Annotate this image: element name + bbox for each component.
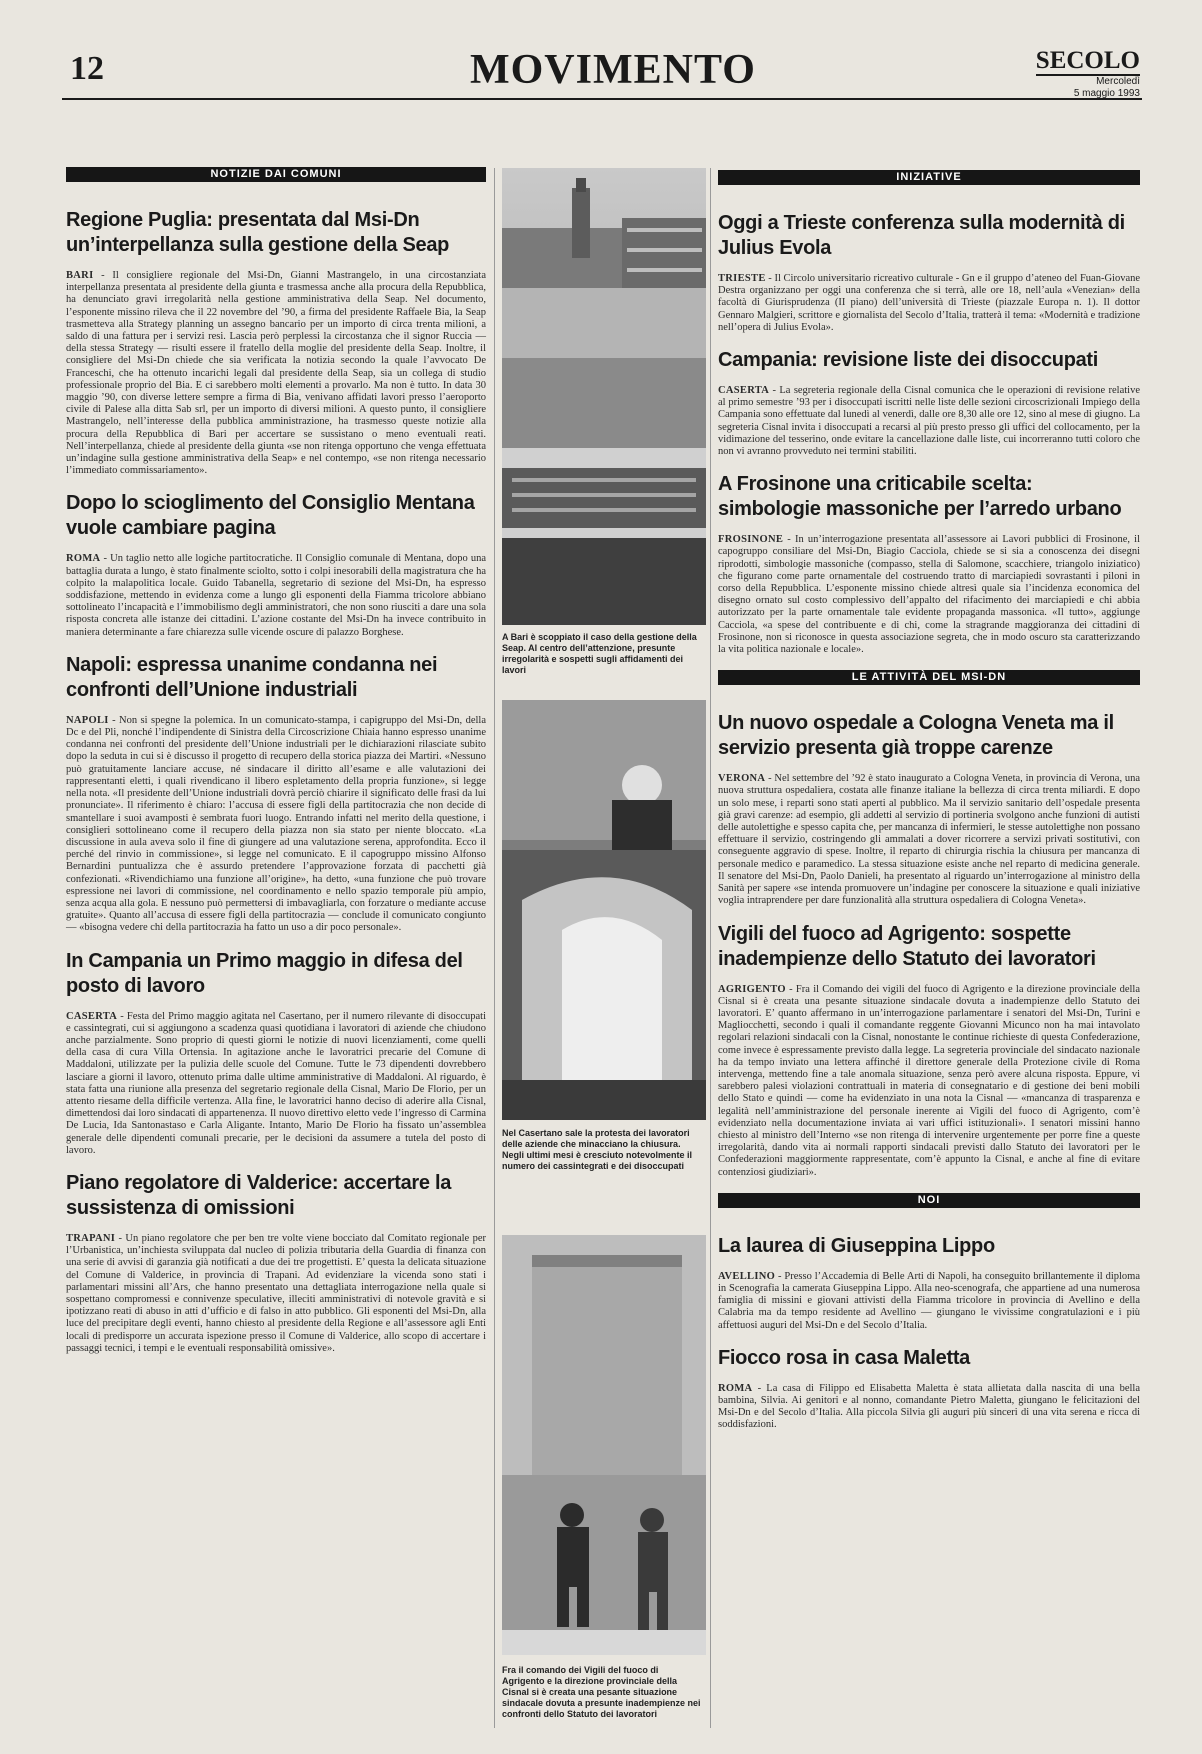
protest-image [502,700,706,1120]
article-dateline: TRAPANI [66,1232,116,1244]
article [718,1346,1140,1432]
article-body: CASERTA - Festa del Primo maggio agitata nel Casertano, per il numero rilevante di disoccupati e cassintegrati, cui si aggiungono a scadenza quasi quotidiana i lavoratori di aziende che chiudono anche parzialmente. Sono proprio di questi giorni le notizie di nuovi licenziamenti, come quelli della casa di cura Villa Ortensia. In agitazione anche le lavoratrici precarie del Comune di Maddaloni, utilizzate per la pulizia delle scuole del Comune. Tutte le 73 dipendenti dovrebbero lasciare a giorni il lavoro, ottenuto prima dalle ultime amministrative di Maddaloni. Al riguardo, è stata fatta una riunione alla presenza del segretario regionale della Cisnal, Mario De Florio, per un attento riesame della difficile vertenza. Alla fine, le lavoratrici hanno deciso di aderire alla Cisnal, dimettendosi dai loro sindacati di appartenenza. Il nuovo direttivo eletto vede l’ingresso di Carmina De Lucia, Ida Santonastaso e Carla Aligante. Intanto, Mario De Florio ha fissato un’assemblea generale delle dipendenti comunali precarie, per le decisioni da assumere a tutela del posto di lavoro. [66,1010,486,1156]
article-dateline: FROSINONE [718,534,784,546]
paper-logo: SECOLO [1035,47,1140,74]
article-body: NAPOLI - Non si spegne la polemica. In un comunicato-stampa, i capigruppo del Msi-Dn, della Dc e del Pli, nonché l’indipendente di Sinistra della Circoscrizione Chiaia hanno espresso unanime condanna nei confronti del presidente dell’Unione industriali per le dichiarazioni rilasciate subito dopo la seduta in cui si è discusso il progetto di recupero della storica piazza dei Martiri. «Nessuno può gratuitamente lanciare accuse, né sindacare il diritto all’esame e alle valutazioni dei rappresentanti eletti, i quali rivendicano il libero espletamento della propria funzione», si legge nella nota. «Il presidente dell’Unione industriali dovrà perciò chiarire il significato delle frasi da lui pronunciate». Il riferimento è chiaro: l’accusa di essere figli della partitocrazia che non decide di smantellare i suoi avamposti è sembrata fuori luogo. Entrando infatti nel merito della questione, i consiglieri sottolineano come il recupero della piazza non sia stato per niente bloccato. «La discussione in aula aveva solo il fine di giungere ad una valutazione serena, approfondita. Ecco il perché del rinvio in commissione», si legge nel comunicato. E il capogruppo missino Alfonso Bernardini puntualizza che è assurdo pretendere l’approvazione forzata di pacchetti già confezionati. «Rivendichiamo una funzione all’origine», ha detto, «una funzione che può trovare espressione nei lavori di commissione, nel coordinamento e nello spazio temporale più ampio, senza acqua alla gola. E nessuno può permettersi di imbavagliarla, con forzature o mediante accuse gratuite». Quanto all’accusa di essere figli della partitocrazia — conclude il comunicato congiunto — «bisogna vedere chi della partitocrazia ha fatto un uso a dir poco personale». [66,714,487,934]
article-headline: Dopo lo scioglimento del Consiglio Mentana vuole cambiare pagina [66,492,475,540]
article-text: Non si spegne la polemica. In un comunicato-stampa, i capigruppo del Msi-Dn, della Dc e del Pli, nonché l’indipendente di Sinistra della Circoscrizione Chiaia hanno espresso unanime condanna nei confronti del presidente dell’Unione industriali per le dichiarazioni rilasciate subito dopo la seduta in cui si è discusso il progetto di recupero della storica piazza dei Martiri. «Nessuno può gratuitamente lanciare accuse, né sindacare il diritto all’esame e alle valutazioni dei rappresentanti eletti, i quali rivendicano il libero espletamento della propria funzione», si legge nella nota. «Il presidente dell’Unione industriali dovrà perciò chiarire il significato delle frasi da lui pronunciate». Il riferimento è chiaro: l’accusa di essere figli della partitocrazia che non decide di smantellare i suoi avamposti è sembrata fuori luogo. Entrando infatti nel merito della questione, i consiglieri sottolineano come il recupero della piazza non sia stato per niente bloccato. «La discussione in aula aveva solo il fine di giungere ad una valutazione serena, approfondita. Ecco il perché del rinvio in commissione», si legge nel comunicato. E il capogruppo missino Alfonso Bernardini puntualizza che è assurdo pretendere l’approvazione forzata di pacchetti già confezionati. «Rivendichiamo una funzione all’origine», ha detto, «una funzione che può trovare espressione nei lavori di commissione, nel coordinamento e nello spazio temporale più ampio, senza acqua alla gola. E nessuno può permettersi di imbavagliarla, con forzature o mediante accuse gratuite». Quanto all’accusa di essere figli della partitocrazia — conclude il comunicato congiunto — «bisogna vedere chi della partitocrazia ha fatto un uso a dir poco personale». [66,714,487,934]
article-text: Il Circolo universitario ricreativo culturale - Gn e il gruppo d’ateneo del Fuan-Giovane Destra organizzano per oggi una conferenza che si terrà, alle ore 18, nell’aula «Venezian» della facoltà di Giurisprudenza (II piano) dell’università di Trieste (piazzale Europa n. 1). Il dottor Gennaro Malgieri, scrittore e giornalista del Secolo d’Italia, tratterà il tema: «Modernità e tradizione nell’opera di Julius Evola». [718,273,1141,333]
article-body: AGRIGENTO - Fra il Comando dei vigili del fuoco di Agrigento e la direzione provinciale della Cisnal si è creata una pesante situazione sindacale dovuta a inadempienze dello Statuto dei lavoratori. E’ quanto affermano in un’interrogazione parlamentare i senatori del Msi-Dn, Turini e Magliocchetti, secondo i quali il comandante reggente Giovanni Micunco non ha mai intavolato regolari relazioni sindacali con la Cisnal, nonostante le continue richieste di questa Confederazione, come invece è espressamente previsto dalla legge. La segreteria provinciale del sindacato nazionale ha da tempo inviato una lettera affinché il direttore generale della Protezione civile di Roma intervenga, mettendo fine a tale anomala situazione, senza però avere alcuna risposta. Eppure, vi sarebbero palesi violazioni contrattuali in materia di consegnatario e di gestione dei beni mobili dello Stato e quindi — come ha evidenziato in una nota la Cisnal — «mancanza di trasparenza e legalità nell’amministrazione del personale inerente ai Vigili del fuoco di Agrigento, com’è evidenziato nella documentazione inviata ai vari uffici istituzionali». I senatori missini hanno chiesto al ministro dell’Interno «se non ritenga di intervenire urgentemente per porre fine a queste irregolarità, dando vita ai normali rapporti sindacali previsti dallo Statuto dei lavoratori per le Confederazioni maggiormente rappresentate, com’è appunto la Cisnal, e anche al fine di evitare contenziosi giudiziari». [718,983,1141,1178]
article-headline: In Campania un Primo maggio in difesa del posto di lavoro [66,949,463,997]
article-text: Un piano regolatore che per ben tre volte viene bocciato dal Comitato regionale per l’Urbanistica, un’inchiesta sviluppata dal nucleo di polizia tributaria della Guardia di finanza con una serie di avvisi di garanzia già notificati a due dei tre progettisti. E’ questa la delicata situazione del Comune di Valderice, in provincia di Trapani. Ad evidenziare la vicenda sono stati i parlamentari missini all’Ars, che hanno presentato una dettagliata interrogazione nella quale si sospettano compromessi e connivenze speculative, illeciti amministrativi di notevole gravità e si ipotizzano reati di abuso in atti d’ufficio e di falso in atto pubblico. Gli esponenti del Msi-Dn, alla luce del precipitare degli eventi, hanno chiesto al presidente della Regione e all’assessore agli Enti locali di predisporre un accurata ispezione presso il Comune di Valderice, allo scopo di accertare i passaggi tecnici, i tempi e le eventuali responsabilità omissive». [66,1232,486,1354]
article [718,922,1140,1179]
article-text: La segreteria regionale della Cisnal comunica che le operazioni di revisione relative al primo semestre ’93 per i disoccupati iscritti nelle liste delle sezioni circoscrizionali Impiego della Campania sono effettuate dal lunedì al venerdì, dalle ore 8,30 alle ore 12, sino al mese di giugno. La segreteria Cisnal invita i disoccupati a recarsi al più presto presso gli uffici del collocamento, per la vidimazione del tesserino, onde evitare la cancellazione dalle liste, cui incorreranno tutti coloro che non vi avranno provveduto nei termini stabiliti. [718,385,1141,458]
column-divider [494,168,495,1728]
article-body: ROMA - Un taglio netto alle logiche partitocratiche. Il Consiglio comunale di Mentana, dopo una battaglia durata a lungo, è stato finalmente sciolto, sotto i colpi inesorabili della magistratura che ha colpito la malapolitica locale. Guido Tabanella, segretario di sezione del Msi-Dn, ha espresso soddisfazione, mettendo in evidenza come a lungo gli esponenti della Fiamma tricolore abbiano sottolineato l’incapacità e l’immobilismo degli amministratori, che non sono riusciti a dare una sola risposta concreta alle istanze dei cittadini. L’azione costante del Msi-Dn ha invece contribuito in maniera determinante a fare chiarezza sulle vicende oscure di palazzo Borghese. [66,553,486,638]
article [718,348,1140,458]
article-body: VERONA - Nel settembre del ’92 è stato inaugurato a Cologna Veneta, in provincia di Verona, una nuova struttura ospedaliera, costata alle finanze italiane la bellezza di circa trenta miliardi. E dopo un solo mese, i reparti sono stati aperti al pubblico. Ma il servizio sanitario dell’ospedale presenta già gravi carenze: ad esempio, gli addetti al servizio di portineria svolgono anche funzioni di autisti delle autolettighe e spesso capita che, per mancanza di infermieri, le stesse autolettighe non possano effettuare il servizio, costringendo gli ammalati a dover ricorrere a servizi privati sostitutivi, con conseguente aggravio di spese. Inoltre, il reparto di chirurgia rischia la chiusura per mancanza di personale medico e paramedico. La stessa situazione esiste anche nel reparto di medicina generale. Il senatore del Msi-Dn, Paolo Danieli, ha presentato al riguardo un’interrogazione al ministro della Sanità per sapere «se intenda promuovere un’indagine per conoscere la situazione e quali iniziative voglia intraprendere per dare funzionalità alla struttura ospedaliera di Cologna Veneta». [718,773,1141,907]
article-dateline: CASERTA [718,385,770,397]
masthead [1030,48,1140,100]
photo-firefighters [502,1235,706,1655]
photo-workers-protest [502,700,706,1120]
photo-bari-city [502,168,706,625]
section-title: MOVIMENTO [470,47,756,93]
article-dateline: AGRIGENTO [718,983,786,995]
article-headline: Un nuovo ospedale a Cologna Veneta ma il servizio presenta già troppe carenze [718,712,1114,760]
article [66,208,486,477]
article-dateline: AVELLINO [718,1270,776,1282]
article-body: BARI - Il consigliere regionale del Msi-Dn, Gianni Mastrangelo, in una circostanziata interpellanza presentata al presidente della giunta e trasmessa anche alla procura della Repubblica, ha denunciato gravi irregolarità nella gestione amministrativa della Seap. Nel documento, l’esponente missino rileva che il 22 novembre del ’90, a firma del presidente Raffaele Bia, la Seap trasmetteva alla Strategy planning un assegno bancario per un importo di circa trenta milioni, a saldo di una fattura per i servizi resi. Lascia però perplessi la circostanza che il signor Ruccia — della stessa Strategy — risulti essere il fratello della moglie del presidente della Seap. Inoltre, il consigliere del Msi-Dn chiede che sia verificata la notizia secondo la quale l’avvocato De Franceschi, che ha ottenuto incarichi legali dal presidente della Seap, sia un collega di studio professionale proprio del Bia. E ci sarebbero molti elementi a provarlo. Ma non è tutto. In data 30 maggio ’90, con diverse lettere sempre a firma di Bia, venivano affidati lavori presso l’aeroporto civile di Palese alla ditta Sab srl, per un importo di diversi milioni. A questo punto, il consigliere Mastrangelo, nell’interesse della pubblica amministrazione, ha trasmesso queste notizie alla procura della Repubblica di Bari per accertare se sussistano o meno eventuali reati. Nell’interpellanza, chiede al presidente della giunta «se non ritenga opportuno che venga effettuata un’indagine sulla gestione amministrativa della Seap» e nel contempo, «se non ritenga necessario l’immediato commissariamento». [66,270,486,477]
section-bar: NOTIZIE DAI COMUNI [66,167,486,182]
firefighters-image [502,1235,706,1655]
article-text: Presso l’Accademia di Belle Arti di Napoli, ha conseguito brillantemente il diploma in Scenografia la camerata Giuseppina Lippo. Alla neo-scenografa, che appartiene ad una numerosa famiglia di missini e giovani attivisti della Fiamma tricolore in provincia di Avellino e della Calabria ma da tempo residente ad Avellino — giungano le vivissime congratulazioni e i più affettuosi auguri del Msi-Dn e del Secolo d’Italia. [718,1270,1141,1331]
article-dateline: VERONA [718,773,766,785]
issue-day: Mercoledì [1096,76,1140,87]
article-headline: Fiocco rosa in casa Maletta [718,1346,970,1369]
article-dateline: CASERTA [66,1010,118,1022]
article-body: CASERTA - La segreteria regionale della Cisnal comunica che le operazioni di revisione relative al primo semestre ’93 per i disoccupati iscritti nelle liste delle sezioni circoscrizionali Impiego della Campania sono effettuate dal lunedì al venerdì, dalle ore 8,30 alle ore 12, sino al mese di giugno. La segreteria Cisnal invita i disoccupati a recarsi al più presto presso gli uffici del collocamento, per la vidimazione del tesserino, onde evitare la cancellazione dalle liste, cui incorreranno tutti coloro che non vi avranno provveduto nei termini stabiliti. [718,385,1141,458]
page-number: 12 [70,50,104,87]
article [66,653,486,935]
header-rule [62,98,1142,100]
article-text: Nel settembre del ’92 è stato inaugurato a Cologna Veneta, in provincia di Verona, una nuova struttura ospedaliera, costata alle finanze italiane la bellezza di circa trenta miliardi. E dopo un solo mese, i reparti sono stati aperti al pubblico. Ma il servizio sanitario dell’ospedale presenta già gravi carenze: ad esempio, gli addetti al servizio di portineria svolgono anche funzioni di autisti delle autolettighe e spesso capita che, per mancanza di infermieri, le stesse autolettighe non possano effettuare il servizio, costringendo gli ammalati a dover ricorrere a servizi privati sostitutivi, con conseguente aggravio di spese. Inoltre, il reparto di chirurgia rischia la chiusura per mancanza di personale medico e paramedico. La stessa situazione esiste anche nel reparto di medicina generale. Il senatore del Msi-Dn, Paolo Danieli, ha presentato al riguardo un’interrogazione al ministro della Sanità per sapere «se intenda promuovere un’indagine per conoscere la situazione e quali iniziative voglia intraprendere per dare funzionalità alla struttura ospedaliera di Cologna Veneta». [718,773,1141,907]
article-headline: Piano regolatore di Valderice: accertare la sussistenza di omissioni [66,1171,452,1219]
article [718,211,1140,334]
article [718,1234,1140,1332]
section-bar: LE ATTIVITÀ DEL MSI-DN [718,670,1140,685]
article-text: Un taglio netto alle logiche partitocratiche. Il Consiglio comunale di Mentana, dopo una battaglia durata a lungo, è stato finalmente sciolto, sotto i colpi inesorabili della magistratura che ha colpito la malapolitica locale. Guido Tabanella, segretario di sezione del Msi-Dn, ha espresso soddisfazione, mettendo in evidenza come a lungo gli esponenti della Fiamma tricolore abbiano sottolineato l’incapacità e l’immobilismo degli amministratori, che non sono riusciti a dare una sola risposta concreta alle istanze dei cittadini. L’azione costante del Msi-Dn ha invece contribuito in maniera determinante a fare chiarezza sulle vicende oscure di palazzo Borghese. [66,553,486,638]
article-body: TRIESTE - Il Circolo universitario ricreativo culturale - Gn e il gruppo d’ateneo del Fuan-Giovane Destra organizzano per oggi una conferenza che si terrà, alle ore 18, nell’aula «Venezian» della facoltà di Giurisprudenza (II piano) dell’università di Trieste (piazzale Europa n. 1). Il dottor Gennaro Malgieri, scrittore e giornalista del Secolo d’Italia, tratterà il tema: «Modernità e tradizione nell’opera di Julius Evola». [718,273,1141,333]
section-bar: INIZIATIVE [718,170,1140,185]
article [66,1171,486,1355]
article-text: Festa del Primo maggio agitata nel Casertano, per il numero rilevante di disoccupati e cassintegrati, cui si aggiungono a scadenza quasi quotidiana i lavoratori di aziende che chiudono anche parzialmente. Sono proprio di questi giorni le notizie di nuovi licenziamenti, come quelli della casa di cura Villa Ortensia. In agitazione anche le lavoratrici precarie del Comune di Maddaloni, utilizzate per la pulizia delle scuole del Comune. Tutte le 73 dipendenti dovrebbero lasciare a giorni il lavoro, ottenuto prima dalle ultime amministrative di Maddaloni. Al riguardo, è stata fatta una riunione alla presenza del segretario regionale della Cisnal, Mario De Florio, per un attento riesame della difficile vertenza. Alla fine, le lavoratrici hanno deciso di aderire alla Cisnal, dimettendosi dai loro sindacati di appartenenza. Il nuovo direttivo eletto vede l’ingresso di Carmina De Lucia, Ida Santonastaso e Carla Aligante. Intanto, Mario De Florio ha fissato un’assemblea generale delle dipendenti comunali precarie, per le decisioni da assumere a tutela del posto di lavoro. [66,1010,486,1156]
article-headline: Campania: revisione liste dei disoccupati [718,349,1099,372]
article-body: FROSINONE - In un’interrogazione presentata all’assessore ai Lavori pubblici di Frosinone, il capogruppo consiliare del Msi-Dn, Biagio Cacciola, chiede se si sia a conoscenza dei disegni riprodotti, simbologie massoniche (compasso, stella di Salomone, scacchiere, triangolo iniziatico) che figurano come parte ornamentale del costruendo tratto di marciapiedi sovrastanti i piloni in corso della Repubblica. L’esponente missino chiede altresì quale sia l’incidenza economica del disegno ornato sul costo complessivo dell’appalto del rifacimento dei marciapiedi e chi abbia autorizzato per la parte ornamentale tale evidente propaganda massonica. «Il tutto», aggiunge Cacciola, «a spese del contribuente e di chi, come la stragrande maggioranza dei cittadini di Frosinone, non si riconosce in questa associazione segreta, che in modo oscuro sta caratterizzando la vita politica nazionale e locale». [718,534,1141,656]
article [66,949,486,1157]
issue-date: 5 maggio 1993 [1073,88,1140,99]
article-dateline: NAPOLI [66,714,109,726]
article [718,711,1140,907]
photo-caption: Fra il comando dei Vigili del fuoco di Agrigento e la direzione provinciale della Cisnal si è creata una pesante situazione sindacale dovuta a presunte inadempienze nei confronti dello Statuto dei lavoratori [502,1665,701,1719]
article-body: TRAPANI - Un piano regolatore che per ben tre volte viene bocciato dal Comitato regionale per l’Urbanistica, un’inchiesta sviluppata dal nucleo di polizia tributaria della Guardia di finanza con una serie di avvisi di garanzia già notificati a due dei tre progettisti. E’ questa la delicata situazione del Comune di Valderice, in provincia di Trapani. Ad evidenziare la vicenda sono stati i parlamentari missini all’Ars, che hanno presentato una dettagliata interrogazione nella quale si sospettano compromessi e connivenze speculative, illeciti amministrativi di notevole gravità e si ipotizzano reati di abuso in atti d’ufficio e di falso in atto pubblico. Gli esponenti del Msi-Dn, alla luce del precipitare degli eventi, hanno chiesto al presidente della Regione e all’assessore agli Enti locali di predisporre un accurata ispezione presso il Comune di Valderice, allo scopo di accertare i passaggi tecnici, i tempi e le eventuali responsabilità omissive». [66,1232,486,1354]
right-column [718,170,1140,1446]
article-headline: Vigili del fuoco ad Agrigento: sospette inadempienze dello Statuto dei lavoratori [718,922,1096,970]
city-skyline-image [502,168,706,625]
article-headline: Regione Puglia: presentata dal Msi-Dn un’interpellanza sulla gestione della Seap [66,209,450,256]
article [66,491,486,638]
article-headline: A Frosinone una criticabile scelta: simbologie massoniche per l’arredo urbano [718,473,1122,521]
column-divider [710,168,711,1728]
article-dateline: ROMA [718,1382,753,1394]
article-dateline: BARI [66,270,94,281]
article-dateline: TRIESTE [718,273,766,284]
article-body: AVELLINO - Presso l’Accademia di Belle Arti di Napoli, ha conseguito brillantemente il diploma in Scenografia la camerata Giuseppina Lippo. Alla neo-scenografa, che appartiene ad una numerosa famiglia di missini e giovani attivisti della Fiamma tricolore in provincia di Avellino e della Calabria ma da tempo residente ad Avellino — giungano le vivissime congratulazioni e i più affettuosi auguri del Msi-Dn e del Secolo d’Italia. [718,1270,1141,1331]
photo-caption: Nel Casertano sale la protesta dei lavoratori delle aziende che minacciano la chiusura. Negli ultimi mesi è cresciuto notevolmente il numero dei cassintegrati e dei disoccupati [502,1128,693,1171]
article-text: La casa di Filippo ed Elisabetta Maletta è stata allietata dalla nascita di una bella bambina, Silvia. Ai genitori e al nonno, comandante Pietro Maletta, giungano le felicitazioni del Msi-Dn e del Secolo d’Italia. Alla piccola Silvia gli auguri più sinceri di una vita serena e ricca di soddisfazioni. [718,1382,1141,1431]
article [718,472,1140,656]
section-bar: NOI [718,1193,1140,1208]
article-text: Il consigliere regionale del Msi-Dn, Gianni Mastrangelo, in una circostanziata interpellanza presentata al presidente della giunta e trasmessa anche alla procura della Repubblica, ha denunciato gravi irregolarità nella gestione amministrativa della Seap. Nel documento, l’esponente missino rileva che il 22 novembre del ’90, a firma del presidente Raffaele Bia, la Seap trasmetteva alla Strategy planning un assegno bancario per un importo di circa trenta milioni, a saldo di una fattura per i servizi resi. Lascia però perplessi la circostanza che il signor Ruccia — della stessa Strategy — risulti essere il fratello della moglie del presidente della Seap. Inoltre, il consigliere del Msi-Dn chiede che sia verificata la notizia secondo la quale l’avvocato De Franceschi, che ha ottenuto incarichi legali dal presidente della Seap, sia un collega di studio professionale proprio del Bia. E ci sarebbero molti elementi a provarlo. Ma non è tutto. In data 30 maggio ’90, con diverse lettere sempre a firma di Bia, venivano affidati lavori presso l’aeroporto civile di Palese alla ditta Sab srl, per un importo di diversi milioni. A questo punto, il consigliere Mastrangelo, nell’interesse della pubblica amministrazione, ha trasmesso queste notizie alla procura della Repubblica di Bari per accertare se sussistano o meno eventuali reati. Nell’interpellanza, chiede al presidente della giunta «se non ritenga opportuno che venga effettuata un’indagine sulla gestione amministrativa della Seap» e nel contempo, «se non ritenga necessario l’immediato commissariamento». [66,270,486,477]
article-text: In un’interrogazione presentata all’assessore ai Lavori pubblici di Frosinone, il capogruppo consiliare del Msi-Dn, Biagio Cacciola, chiede se si sia a conoscenza dei disegni riprodotti, simbologie massoniche (compasso, stella di Salomone, scacchiere, triangolo iniziatico) che figurano come parte ornamentale del costruendo tratto di marciapiedi sovrastanti i piloni in corso della Repubblica. L’esponente missino chiede altresì quale sia l’incidenza economica del disegno ornato sul costo complessivo dell’appalto del rifacimento dei marciapiedi e chi abbia autorizzato per la parte ornamentale tale evidente propaganda massonica. «Il tutto», aggiunge Cacciola, «a spese del contribuente e di chi, come la stragrande maggioranza dei cittadini di Frosinone, non si riconosce in questa associazione segreta, che in modo oscuro sta caratterizzando la vita politica nazionale e locale». [718,534,1141,656]
article-dateline: ROMA [66,553,101,565]
article-body: ROMA - La casa di Filippo ed Elisabetta Maletta è stata allietata dalla nascita di una bella bambina, Silvia. Ai genitori e al nonno, comandante Pietro Maletta, giungano le felicitazioni del Msi-Dn e del Secolo d’Italia. Alla piccola Silvia gli auguri più sinceri di una vita serena e ricca di soddisfazioni. [718,1382,1141,1431]
article-headline: Oggi a Trieste conferenza sulla modernità di Julius Evola [718,212,1125,259]
article-headline: Napoli: espressa unanime condanna nei confronti dell’Unione industriali [66,653,438,701]
article-text: Fra il Comando dei vigili del fuoco di Agrigento e la direzione provinciale della Cisnal si è creata una pesante situazione sindacale dovuta a inadempienze dello Statuto dei lavoratori. E’ quanto affermano in un’interrogazione parlamentare i senatori del Msi-Dn, Turini e Magliocchetti, secondo i quali il comandante reggente Giovanni Micunco non ha mai intavolato regolari relazioni sindacali con la Cisnal, nonostante le continue richieste di questa Confederazione, come invece è espressamente previsto dalla legge. La segreteria provinciale del sindacato nazionale ha da tempo inviato una lettera affinché il direttore generale della Protezione civile di Roma intervenga, mettendo fine a tale anomala situazione, senza però avere alcuna risposta. Eppure, vi sarebbero palesi violazioni contrattuali in materia di consegnatario e di gestione dei beni mobili dello Stato e quindi — come ha evidenziato in una nota la Cisnal — «mancanza di trasparenza e legalità nell’amministrazione del personale inerente ai Vigili del fuoco di Agrigento, com’è evidenziato nella documentazione inviata ai vari uffici istituzionali». I senatori missini hanno chiesto al ministro dell’Interno «se non ritenga di intervenire urgentemente per porre fine a queste irregolarità, dando vita ai normali rapporti sindacali previsti dallo Statuto dei lavoratori per le Confederazioni maggiormente rappresentate, com’è appunto la Cisnal, e anche al fine di evitare contenziosi giudiziari». [718,983,1141,1178]
photo-caption: A Bari è scoppiato il caso della gestione della Seap. Al centro dell’attenzione, presunte irregolarità e sospetti sugli affidamenti dei lavori [502,632,697,675]
left-column [66,167,486,1369]
article-headline: La laurea di Giuseppina Lippo [718,1234,995,1257]
